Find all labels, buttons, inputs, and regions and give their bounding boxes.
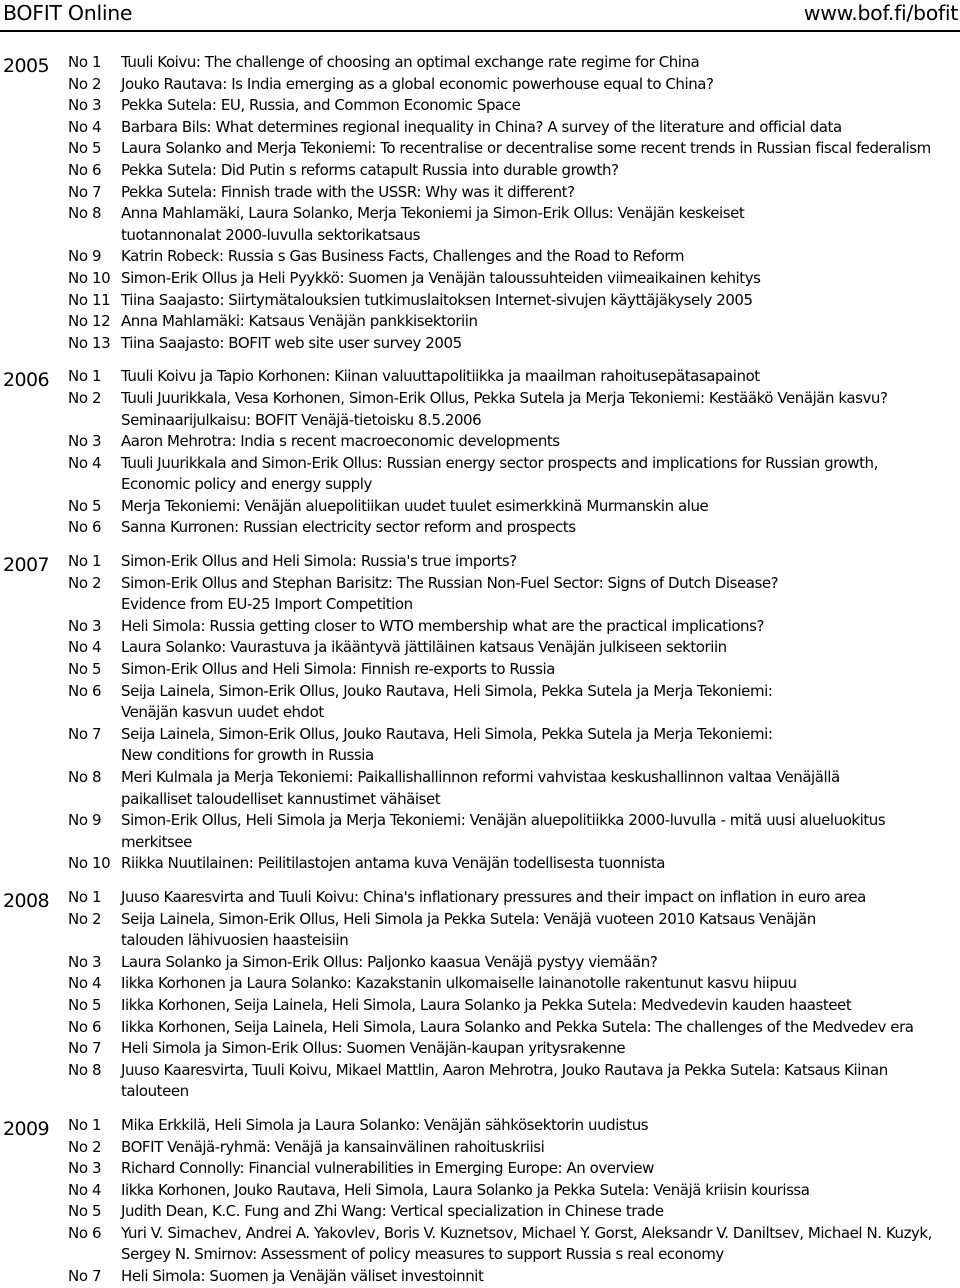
issue-number: No 5 <box>68 995 102 1014</box>
year-block-2008 <box>0 887 960 1103</box>
issue-number: No 1 <box>68 552 102 571</box>
issue-number: No 1 <box>68 367 102 386</box>
publication-title: Simon-Erik Ollus and Heli Simola: Finnish re-exports to Russia <box>121 660 555 679</box>
publication-title: Merja Tekoniemi: Venäjän aluepolitiikan uudet tuulet esimerkkinä Murmanskin alue <box>121 496 709 515</box>
list-item[interactable] <box>0 1137 960 1159</box>
publication-title: Heli Simola: Suomen ja Venäjän väliset investoinnit <box>121 1267 484 1286</box>
publication-title: Anna Mahlamäki, Laura Solanko, Merja Tekoniemi ja Simon-Erik Ollus: Venäjän keskeiset tuotannonalat 2000-luvulla sektorikatsaus <box>121 204 745 244</box>
list-item[interactable] <box>0 311 960 333</box>
page-header <box>0 0 960 26</box>
issue-number: No 6 <box>68 1223 102 1242</box>
issue-number: No 10 <box>68 268 111 287</box>
year-gap <box>0 875 960 887</box>
publication-title: Heli Simola: Russia getting closer to WTO membership what are the practical implications? <box>121 616 764 635</box>
issue-number: No 6 <box>68 1017 102 1036</box>
issue-number: No 8 <box>68 768 102 786</box>
publication-title: Tiina Saajasto: BOFIT web site user survey 2005 <box>121 333 462 352</box>
list-item[interactable] <box>0 887 960 909</box>
issue-number: No 6 <box>68 160 102 179</box>
list-item[interactable] <box>0 182 960 204</box>
issue-number: No 1 <box>68 53 102 71</box>
issue-number: No 8 <box>68 204 102 223</box>
publication-title: Tuuli Juurikkala, Vesa Korhonen, Simon-Erik Ollus, Pekka Sutela ja Merja Tekoniemi: Kestääkö Venäjän kasvu? Seminaarijulkaisu: BOFIT Venäjä-tietoisku 8.5.2006 <box>121 388 888 429</box>
list-item[interactable] <box>0 637 960 659</box>
issue-number: No 13 <box>68 333 111 352</box>
issue-number: No 5 <box>68 496 102 515</box>
publication-title: Sanna Kurronen: Russian electricity sector reform and prospects <box>121 518 576 537</box>
publication-title: Mika Erkkilä, Heli Simola ja Laura Solanko: Venäjän sähkösektorin uudistus <box>121 1115 649 1134</box>
publication-title: Seija Lainela, Simon-Erik Ollus, Heli Simola ja Pekka Sutela: Venäjä vuoteen 2010 Katsaus Venäjän talouden lähivuosien haasteisiin <box>121 909 816 950</box>
list-item[interactable] <box>0 995 960 1017</box>
issue-number: No 4 <box>68 974 102 993</box>
issue-number: No 4 <box>68 638 102 657</box>
list-item[interactable] <box>0 333 960 355</box>
year-label: 2009 <box>3 1117 49 1140</box>
issue-number: No 4 <box>68 1180 102 1199</box>
publication-title: Iikka Korhonen, Jouko Rautava, Heli Simola, Laura Solanko ja Pekka Sutela: Venäjä kriisin kourissa <box>121 1180 810 1199</box>
list-item[interactable] <box>0 952 960 974</box>
list-item[interactable] <box>0 1017 960 1039</box>
issue-number: No 12 <box>68 312 111 331</box>
year-block-2006 <box>0 366 960 539</box>
issue-number: No 3 <box>68 96 102 115</box>
issue-number: No 4 <box>68 453 102 472</box>
issue-number: No 9 <box>68 811 102 830</box>
publication-title: Yuri V. Simachev, Andrei A. Yakovlev, Boris V. Kuznetsov, Michael Y. Gorst, Aleksandr V. Daniltsev, Michael N. Kuzyk, Sergey N. Smirnov: Assessment of policy measures to support Russia s real economy <box>121 1223 932 1264</box>
publication-list <box>0 52 960 1288</box>
publication-title: Heli Simola ja Simon-Erik Ollus: Suomen Venäjän-kaupan yritysrakenne <box>121 1039 626 1058</box>
publication-title: Seija Lainela, Simon-Erik Ollus, Jouko Rautava, Heli Simola, Pekka Sutela ja Merja Tekoniemi: New conditions for growth in Russia <box>121 724 773 765</box>
list-item[interactable] <box>0 388 960 431</box>
list-item[interactable] <box>0 95 960 117</box>
issue-number: No 5 <box>68 139 102 158</box>
publication-title: Simon-Erik Ollus and Heli Simola: Russia's true imports? <box>121 552 517 571</box>
list-item[interactable] <box>0 74 960 96</box>
list-item[interactable] <box>0 616 960 638</box>
list-item[interactable] <box>0 853 960 875</box>
list-item[interactable] <box>0 1060 960 1103</box>
list-item[interactable] <box>0 1201 960 1223</box>
issue-number: No 6 <box>68 681 102 700</box>
list-item[interactable] <box>0 1180 960 1202</box>
list-item[interactable] <box>0 1223 960 1266</box>
list-item[interactable] <box>0 246 960 268</box>
issue-number: No 9 <box>68 247 102 266</box>
publication-title: Laura Solanko ja Simon-Erik Ollus: Paljonko kaasua Venäjä pystyy viemään? <box>121 952 658 971</box>
site-name: BOFIT Online <box>3 1 133 25</box>
list-item[interactable] <box>0 659 960 681</box>
publication-title: Iikka Korhonen ja Laura Solanko: Kazakstanin ulkomaiselle lainanotolle rakentunut kasvu hiipuu <box>121 974 797 993</box>
list-item[interactable] <box>0 138 960 160</box>
year-gap <box>0 354 960 366</box>
publication-title: Anna Mahlamäki: Katsaus Venäjän pankkisektoriin <box>121 312 478 331</box>
publication-title: Judith Dean, K.C. Fung and Zhi Wang: Vertical specialization in Chinese trade <box>121 1202 664 1221</box>
publication-title: Aaron Mehrotra: India s recent macroeconomic developments <box>121 432 560 451</box>
list-item[interactable] <box>0 431 960 453</box>
issue-number: No 8 <box>68 1060 102 1079</box>
list-item[interactable] <box>0 52 960 74</box>
list-item[interactable] <box>0 117 960 139</box>
list-item[interactable] <box>0 517 960 539</box>
issue-number: No 1 <box>68 1115 102 1134</box>
year-gap <box>0 1103 960 1115</box>
publication-title: Pekka Sutela: Did Putin s reforms catapult Russia into durable growth? <box>121 160 619 179</box>
issue-number: No 1 <box>68 887 102 906</box>
site-url[interactable]: www.bof.fi/bofit <box>803 1 958 25</box>
publication-title: Riikka Nuutilainen: Peilitilastojen antama kuva Venäjän todellisesta tuonnista <box>121 854 666 873</box>
list-item[interactable] <box>0 973 960 995</box>
year-label: 2007 <box>3 554 49 577</box>
publication-title: Pekka Sutela: EU, Russia, and Common Economic Space <box>121 96 521 115</box>
year-label: 2005 <box>3 55 49 77</box>
year-label: 2006 <box>3 369 49 392</box>
issue-number: No 7 <box>68 182 102 201</box>
publication-title: Richard Connolly: Financial vulnerabilities in Emerging Europe: An overview <box>121 1159 654 1178</box>
issue-number: No 4 <box>68 117 102 136</box>
publication-title: Juuso Kaaresvirta and Tuuli Koivu: China's inflationary pressures and their impact on inflation in euro area <box>121 887 866 906</box>
issue-number: No 3 <box>68 952 102 971</box>
issue-number: No 2 <box>68 388 102 407</box>
list-item[interactable] <box>0 1266 960 1288</box>
publication-title: Iikka Korhonen, Seija Lainela, Heli Simola, Laura Solanko and Pekka Sutela: The challenges of the Medvedev era <box>121 1017 914 1036</box>
publication-title: Barbara Bils: What determines regional inequality in China? A survey of the literature and official data <box>121 117 842 136</box>
list-item[interactable] <box>0 767 960 810</box>
issue-number: No 5 <box>68 660 102 679</box>
publication-title: Laura Solanko and Merja Tekoniemi: To recentralise or decentralise some recent trends in Russian fiscal federalism <box>121 139 931 158</box>
list-item[interactable] <box>0 268 960 290</box>
list-item[interactable] <box>0 810 960 853</box>
publication-title: Juuso Kaaresvirta, Tuuli Koivu, Mikael Mattlin, Aaron Mehrotra, Jouko Rautava ja Pekka Sutela: Katsaus Kiinan talouteen <box>121 1060 888 1101</box>
year-label: 2008 <box>3 889 49 912</box>
publication-title: Simon-Erik Ollus and Stephan Barisitz: The Russian Non-Fuel Sector: Signs of Dutch Disease? Evidence from EU-25 Import Competition <box>121 573 779 614</box>
list-item[interactable] <box>0 1158 960 1180</box>
issue-number: No 2 <box>68 573 102 592</box>
list-item[interactable] <box>0 160 960 182</box>
list-item[interactable] <box>0 1038 960 1060</box>
publication-title: Tuuli Koivu ja Tapio Korhonen: Kiinan valuuttapolitiikka ja maailman rahoitusepätasapainot <box>121 367 760 386</box>
publication-title: Tiina Saajasto: Siirtymätalouksien tutkimuslaitoksen Internet-sivujen käyttäjäkysely 2005 <box>121 290 753 309</box>
issue-number: No 7 <box>68 724 102 743</box>
publication-title: Iikka Korhonen, Seija Lainela, Heli Simola, Laura Solanko ja Pekka Sutela: Medvedevin kauden haasteet <box>121 995 852 1014</box>
list-item[interactable] <box>0 1115 960 1137</box>
publication-title: Pekka Sutela: Finnish trade with the USSR: Why was it different? <box>121 182 575 201</box>
publication-title: BOFIT Venäjä-ryhmä: Venäjä ja kansainvälinen rahoituskriisi <box>121 1137 545 1156</box>
issue-number: No 3 <box>68 1159 102 1178</box>
publication-title: Tuuli Juurikkala and Simon-Erik Ollus: Russian energy sector prospects and implications for Russian growth, Economic policy and energy supply <box>121 453 878 494</box>
list-item[interactable] <box>0 724 960 767</box>
issue-number: No 11 <box>68 290 111 309</box>
publication-title: Seija Lainela, Simon-Erik Ollus, Jouko Rautava, Heli Simola, Pekka Sutela ja Merja Tekoniemi: Venäjän kasvun uudet ehdot <box>121 681 773 722</box>
year-block-2005 <box>0 52 960 354</box>
issue-number: No 10 <box>68 854 111 873</box>
list-item[interactable] <box>0 366 960 388</box>
issue-number: No 3 <box>68 616 102 635</box>
list-item[interactable] <box>0 681 960 724</box>
publication-title: Laura Solanko: Vaurastuva ja ikääntyvä jättiläinen katsaus Venäjän julkiseen sektoriin <box>121 638 727 657</box>
issue-number: No 2 <box>68 909 102 928</box>
list-item[interactable] <box>0 203 960 246</box>
issue-number: No 7 <box>68 1267 102 1286</box>
year-block-2009 <box>0 1115 960 1288</box>
issue-number: No 6 <box>68 518 102 537</box>
publication-title: Simon-Erik Ollus, Heli Simola ja Merja Tekoniemi: Venäjän aluepolitiikka 2000-luvulla - mitä uusi alueluokitus merkitsee <box>121 811 886 851</box>
issue-number: No 2 <box>68 74 102 93</box>
publication-title: Tuuli Koivu: The challenge of choosing an optimal exchange rate regime for China <box>121 53 700 71</box>
list-item[interactable] <box>0 453 960 496</box>
issue-number: No 2 <box>68 1137 102 1156</box>
publication-title: Simon-Erik Ollus ja Heli Pyykkö: Suomen ja Venäjän taloussuhteiden viimeaikainen kehitys <box>121 268 761 287</box>
issue-number: No 5 <box>68 1202 102 1221</box>
publication-title: Meri Kulmala ja Merja Tekoniemi: Paikallishallinnon reformi vahvistaa keskushallinnon valtaa Venäjällä paikalliset taloudelliset kannustimet vähäiset <box>121 768 840 808</box>
issue-number: No 3 <box>68 432 102 451</box>
list-item[interactable] <box>0 909 960 952</box>
publication-title: Katrin Robeck: Russia s Gas Business Facts, Challenges and the Road to Reform <box>121 247 684 266</box>
list-item[interactable] <box>0 573 960 616</box>
year-block-2007 <box>0 551 960 875</box>
list-item[interactable] <box>0 551 960 573</box>
year-gap <box>0 539 960 551</box>
issue-number: No 7 <box>68 1039 102 1058</box>
list-item[interactable] <box>0 290 960 312</box>
publication-title: Jouko Rautava: Is India emerging as a global economic powerhouse equal to China? <box>121 74 714 93</box>
list-item[interactable] <box>0 496 960 518</box>
header-divider <box>0 30 960 32</box>
